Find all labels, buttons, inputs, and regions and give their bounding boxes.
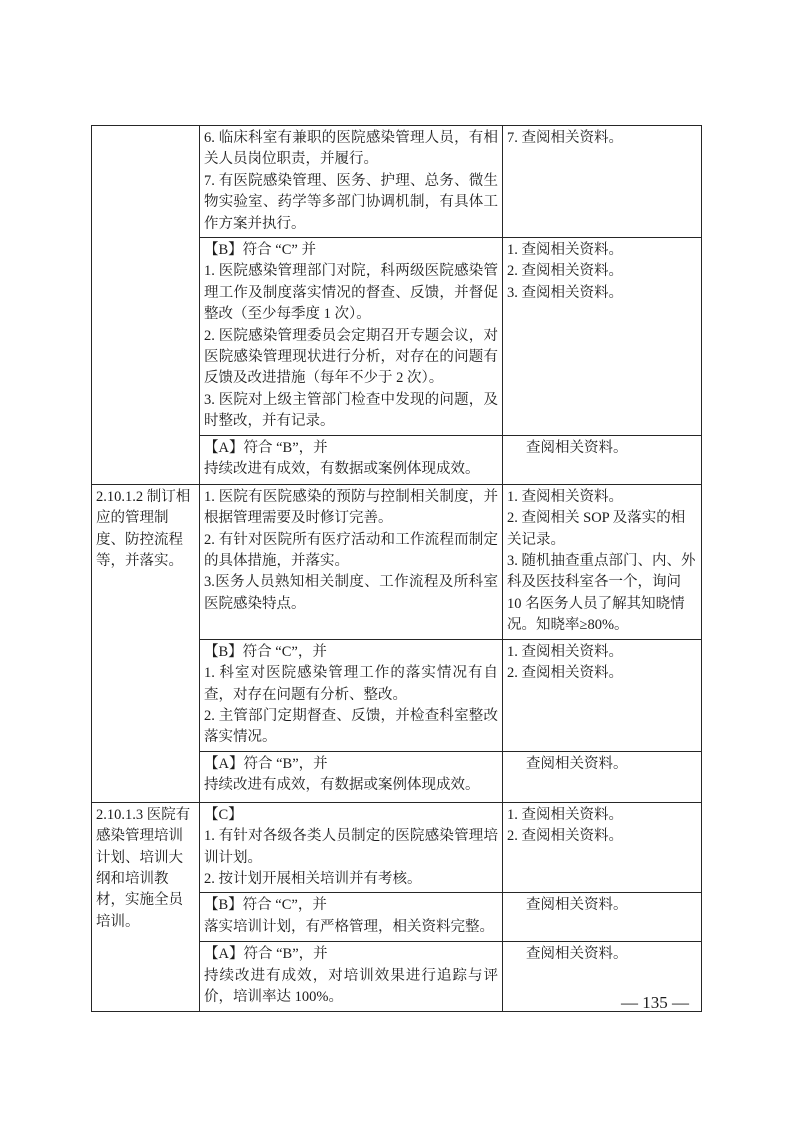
criteria-cell (200, 893, 503, 942)
criteria-paragraph: 2. 医院感染管理委员会定期召开专题会议，对医院感染管理现状进行分析，对存在的问题有反馈及改进措施（每年不少于 2 次）。 (204, 327, 498, 387)
item-label: 2.10.1.2 制订相应的管理制度、防控流程等，并落实。 (96, 488, 191, 569)
criteria-paragraph: 2. 有针对医院所有医疗活动和工作流程而制定的具体措施，并落实。 (204, 531, 498, 569)
grade-b-heading: 【B】符合 “C” 并 (204, 242, 316, 259)
criteria-cell (200, 484, 503, 639)
grade-a-heading: 【A】符合 “B”，并 (204, 755, 328, 772)
evaluation-paragraph: 1. 查阅相关资料。 (507, 643, 623, 660)
grade-a-heading: 【A】符合 “B”，并 (204, 439, 328, 456)
evaluation-paragraph: 7. 查阅相关资料。 (507, 130, 623, 146)
evaluation-paragraph: 1. 查阅相关资料。 (507, 488, 623, 505)
item-cell-2-10-1-3 (92, 802, 200, 1011)
criteria-paragraph: 2. 按计划开展相关培训并有考核。 (204, 870, 422, 887)
grade-c-heading: 【C】 (204, 806, 243, 823)
evaluation-cell (503, 238, 702, 436)
criteria-paragraph: 落实培训计划，有严格管理，相关资料完整。 (204, 918, 494, 935)
item-label: 2.10.1.3 医院有感染管理培训计划、培训大纲和培训教材，实施全员培训。 (96, 806, 191, 930)
evaluation-paragraph: 查阅相关资料。 (526, 439, 628, 456)
criteria-paragraph: 1. 医院有医院感染的预防与控制相关制度，并根据管理需要及时修订完善。 (204, 488, 498, 527)
evaluation-cell (503, 639, 702, 751)
table-row (92, 484, 702, 639)
criteria-paragraph: 6. 临床科室有兼职的医院感染管理人员，有相关人员岗位职责，并履行。 (204, 130, 498, 168)
criteria-cell (200, 751, 503, 802)
evaluation-paragraph: 3. 查阅相关资料。 (507, 284, 623, 301)
evaluation-paragraph: 2. 查阅相关资料。 (507, 263, 623, 280)
criteria-paragraph: 3. 医院对上级主管部门检查中发现的问题，及时整改，并有记录。 (204, 391, 498, 430)
evaluation-cell (503, 126, 702, 238)
criteria-paragraph: 持续改进有成效，对培训效果进行追踪与评价，培训率达 100%。 (204, 967, 498, 1006)
item-cell-continuation (92, 126, 200, 485)
table-row (92, 802, 702, 893)
evaluation-cell (503, 802, 702, 893)
criteria-paragraph: 1. 科室对医院感染管理工作的落实情况有自查，对存在问题有分析、整改。 (204, 665, 498, 703)
grade-b-heading: 【B】符合 “C”，并 (204, 897, 327, 914)
page-number: — 135 — (621, 993, 689, 1012)
evaluation-cell (503, 751, 702, 802)
evaluation-paragraph: 2. 查阅相关 SOP 及落实的相关记录。 (507, 510, 686, 548)
criteria-paragraph: 7. 有医院感染管理、医务、护理、总务、微生物实验室、药学等多部门协调机制，有具体工作方案并执行。 (204, 172, 498, 232)
evaluation-paragraph: 2. 查阅相关资料。 (507, 828, 623, 845)
evaluation-cell (503, 893, 702, 942)
criteria-paragraph: 持续改进有成效，有数据或案例体现成效。 (204, 461, 480, 478)
criteria-cell (200, 238, 503, 436)
evaluation-paragraph: 3. 随机抽查重点部门、内、外科及医技科室各一个，询问 10 名医务人员了解其知晓情况。知晓率≥80%。 (507, 552, 696, 634)
evaluation-paragraph: 查阅相关资料。 (526, 755, 628, 772)
evaluation-paragraph: 查阅相关资料。 (526, 946, 628, 963)
criteria-cell (200, 942, 503, 1011)
evaluation-paragraph: 2. 查阅相关资料。 (507, 665, 623, 682)
evaluation-paragraph: 1. 查阅相关资料。 (507, 242, 623, 259)
evaluation-paragraph: 1. 查阅相关资料。 (507, 806, 623, 823)
table-row (92, 126, 702, 238)
criteria-cell (200, 126, 503, 238)
grade-a-heading: 【A】符合 “B”，并 (204, 946, 328, 963)
criteria-paragraph: 1. 有针对各级各类人员制定的医院感染管理培训计划。 (204, 828, 498, 866)
criteria-paragraph: 持续改进有成效，有数据或案例体现成效。 (204, 777, 480, 794)
evaluation-paragraph: 查阅相关资料。 (526, 897, 628, 914)
criteria-cell (200, 639, 503, 751)
evaluation-cell (503, 484, 702, 639)
item-cell-2-10-1-2 (92, 484, 200, 802)
standards-table (91, 125, 702, 1012)
criteria-paragraph: 1. 医院感染管理部门对院，科两级医院感染管理工作及制度落实情况的督查、反馈，并督促整改（至少每季度 1 次）。 (204, 263, 498, 323)
criteria-cell (200, 802, 503, 893)
grade-b-heading: 【B】符合 “C”，并 (204, 643, 327, 660)
criteria-cell (200, 435, 503, 484)
evaluation-cell (503, 435, 702, 484)
criteria-paragraph: 2. 主管部门定期督查、反馈，并检查科室整改落实情况。 (204, 707, 498, 746)
criteria-paragraph: 3.医务人员熟知相关制度、工作流程及所科室医院感染特点。 (204, 574, 498, 612)
